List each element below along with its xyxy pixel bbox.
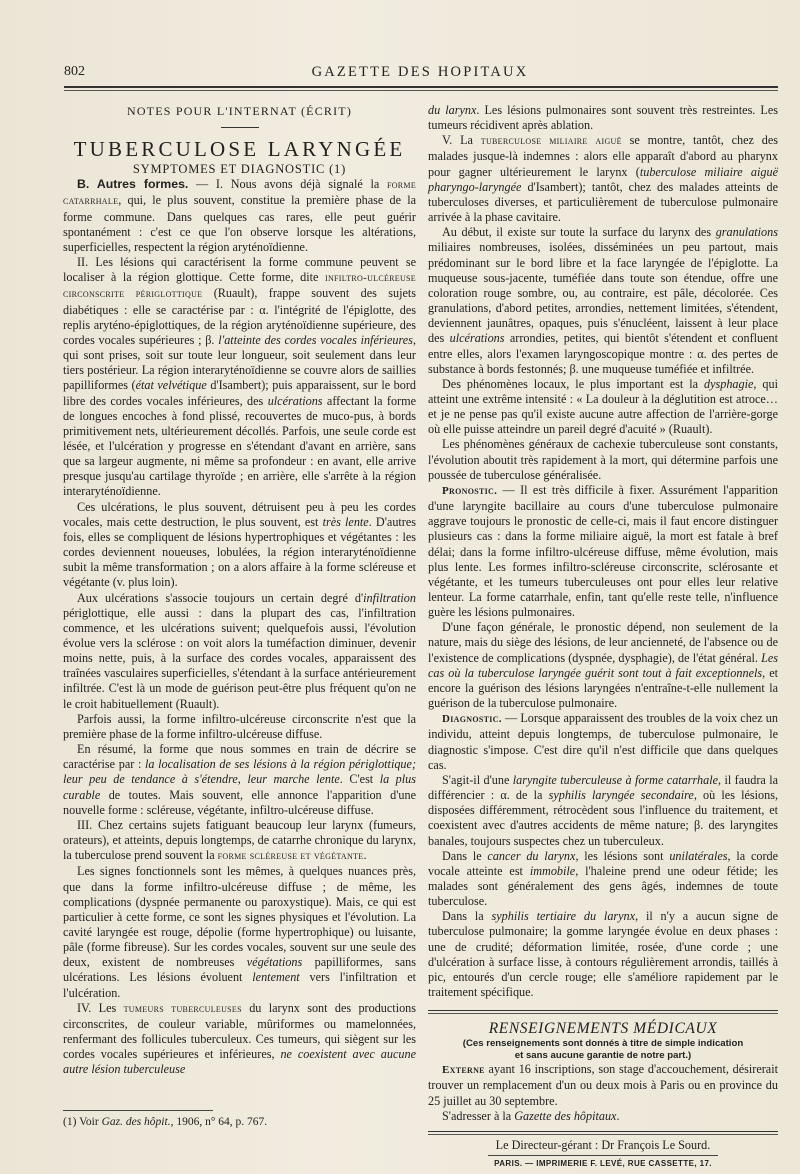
text: S'agit-il d'une	[442, 772, 513, 787]
notice-paragraph	[428, 1062, 778, 1108]
text: miliaires nombreuses, isolées, disséminées un peu partout, mais prédominant sur le bord libre et la face laryngée de l'épiglotte. La muqueuse sous-jacente, tuméfiée dans toute son étendue, offre une coloration rouge sombre, ou, au contraire, est pâle, décolorée. Ces granulations, d'abord petites, arrondies, nettement limitées, s'étendent, deviennent jaunâtres, opaques, puis s'énucléent, laissent à leur place des	[428, 240, 778, 346]
text: . D'autres fois, elles se compliquent de lésions hypertrophiques et végétantes : les cordes deviennent noueuses, lobulées, la région interaryténoïdienne subit la même transformation ; on a alors affaire à la forme scléreuse et végétante (v. plus loin).	[63, 514, 417, 590]
paragraph	[63, 864, 416, 1000]
left-column	[63, 104, 416, 1078]
text: Dans la	[442, 909, 492, 924]
text: de toutes. Mais souvent, elle annonce l'apparition d'une nouvelle forme : scléreuse, végétante, infiltro-ulcéreuse diffuse.	[63, 787, 416, 817]
text: . Les lésions pulmonaires sont souvent très restreintes. Les tumeurs récidivent après ablation.	[428, 103, 778, 133]
text-italic: très lente	[322, 514, 369, 529]
text: D'une façon générale, le pronostic dépend, non seulement de la nature, mais du siège des lésions, de leur ancienneté, de l'absence ou de l'existence de complications (dyspnée, dysphagie), de l'état général.	[428, 620, 778, 665]
paragraph	[428, 711, 778, 773]
paragraph	[428, 620, 778, 711]
text-smallcaps: forme scléreuse et végétante	[217, 850, 364, 863]
section-heading: NOTES POUR L'INTERNAT (ÉCRIT)	[126, 104, 353, 118]
text-smallcaps: infiltro-ulcéreuse circonscrite périglottique	[63, 272, 416, 301]
paragraph	[428, 133, 778, 225]
text: papilliformes, sans ulcérations. Les lésions évoluent	[63, 955, 416, 985]
paragraph	[428, 773, 778, 849]
text: , les lésions sont	[575, 848, 670, 863]
text: , où les lésions, disposées différemment, rétrocèdent sous l'influence du traitement, et coexistent avec d'autres accidents de même nature; β. des laryngites banales, toujours suspectes chez un tuberculeux.	[428, 788, 779, 848]
text: .	[616, 1108, 620, 1123]
text-italic: ulcérations	[449, 331, 505, 346]
text-italic: ulcérations	[267, 393, 323, 408]
text-italic: Gaz. des hôpit.	[101, 1116, 171, 1128]
text: périglottique, elle aussi : dans la plupart des cas, l'infiltration commence, et les ulcérations suivent; quelquefois aussi, l'évolution évolue vers la sclérose : on voit alors la tuméfaction diminuer, devenir moins nette, puis, à la surface des cordes vocales, apparaissent des traînées vasculaires superficielles, s'étendant à la surface antérieurement infiltrée. C'est là un mode de guérison peut-être plus fréquent qu'on ne le croit habituellement (Ruault).	[63, 605, 416, 711]
text-italic: Gazette des hôpitaux	[514, 1108, 617, 1123]
text-smallcaps: tumeurs tuberculeuses	[123, 1002, 242, 1015]
paragraph	[428, 225, 778, 377]
text-italic: la localisation de ses lésions à la région périglottique	[145, 757, 412, 772]
page-number: 802	[64, 64, 85, 79]
paragraph	[63, 177, 416, 255]
text-italic: l'atteinte des cordes vocales inférieures	[218, 332, 413, 347]
text: , la corde vocale atteinte est	[428, 848, 779, 878]
text-italic: granulations	[715, 225, 778, 240]
text-italic: la plus curable	[63, 772, 417, 802]
director-line: Le Directeur-gérant : Dr François Le Sourd.	[495, 1137, 711, 1152]
notices-disclaimer	[428, 1038, 778, 1062]
text: , qui sont prises, soit sur toute leur longueur, soit seulement dans leur tiers postérieur. La région interaryténoïdienne se couvre alors de saillies papilliformes (	[63, 332, 416, 393]
subheading: Diagnostic.	[442, 713, 502, 726]
text: , l'haleine prend une odeur fétide; les malades sont généralement des gens âgés, indemnes de toute tuberculose.	[428, 863, 778, 909]
text: Les signes fonctionnels sont les mêmes, à quelques nuances près, que dans la forme infiltro-ulcéreuse diffuse ; de même, les complications (dyspnée permanente ou paroxystique). Mais, ce qui est particulier à cette forme, ce sont les signes physiques et l'évolution. La cavité laryngée est rouge, dépolie (forme hypertrophique) ou luisante, pâle (forme fibreuse). Sur les cordes vocales, souvent sur une seule des deux, existent de nombreuses	[63, 864, 416, 970]
paragraph	[428, 909, 778, 1000]
paragraph	[428, 103, 778, 133]
text: II. Les lésions qui caractérisent la forme commune peuvent se localiser à la région glottique. Cette forme, dite	[63, 255, 416, 285]
section-rule-thin	[428, 1013, 778, 1014]
text: V. La	[442, 133, 481, 148]
text: Aux ulcérations s'associe toujours un certain degré d'	[77, 590, 364, 605]
paragraph	[63, 591, 416, 712]
text-smallcaps: tuberculose miliaire aiguë	[480, 135, 622, 148]
text: — I. Nous avons déjà signalé la	[188, 177, 387, 192]
printer-line: PARIS. — IMPRIMERIE F. LEVÉ, RUE CASSETTE, 17.	[494, 1159, 712, 1168]
text: (Ruault), frappe souvent des sujets diabétiques : elle se caractérise par : α. l'intégrité de l'épiglotte, des replis aryténo-épiglottiques, de la région aryténoïdienne supérieure, des cordes vocales supérieures ; β.	[63, 286, 416, 347]
article-subtitle: SYMPTOMES ET DIAGNOSTIC (1)	[132, 162, 347, 177]
paragraph: Parfois aussi, la forme infiltro-ulcéreuse circonscrite n'est que la première phase de la forme infiltro-ulcéreuse diffuse.	[63, 711, 416, 741]
text: se montre, tantôt, chez des malades jusque-là indemnes : alors elle apparaît d'abord au pharynx pour gagner ultérieurement le larynx (	[428, 133, 778, 179]
text: Dans le	[442, 848, 488, 863]
text-italic: infiltration	[363, 590, 416, 605]
text-italic: syphilis tertiaire du larynx	[491, 909, 636, 924]
footnote-rule	[63, 1110, 213, 1111]
header-rule	[64, 86, 778, 88]
notices-title: RENSEIGNEMENTS MÉDICAUX	[488, 1020, 718, 1038]
text-italic: végétations	[246, 955, 303, 970]
text: , qui atteint une extrême intensité : « La douleur à la déglutition est atroce… et je ne pense pas qu'il existe aucune autre affection de l'arrière-gorge où elle puisse atteindre un pareil degré d'acuité » (Ruault).	[428, 376, 778, 437]
text-italic: unilatérales	[669, 848, 728, 863]
text: En résumé, la forme que nous sommes en train de décrire se caractérise par :	[63, 742, 416, 772]
footnote	[63, 1116, 267, 1128]
text-italic: ;	[411, 757, 416, 772]
text: Ces ulcérations, le plus souvent, détruisent peu à peu les cordes vocales, mais cette destruction, le plus souvent, est	[63, 499, 416, 529]
subheading: Pronostic.	[442, 484, 498, 497]
text: . C'est	[339, 772, 380, 787]
text: du larynx sont des productions circonscrites, de couleur variable, mûriformes ou mamelonnées, renfermant des follicules tuberculeux. Ces tumeurs, qui siègent sur les cordes vocales supérieures et inférieures,	[63, 1000, 417, 1062]
text-smallcaps: Externe	[442, 1064, 485, 1077]
paragraph	[63, 500, 416, 591]
page-header	[64, 64, 776, 86]
paragraph: Les phénomènes généraux de cachexie tuberculeuse sont constants, l'évolution aboutit très rapidement à la mort, qui détermine parfois une poussée de tuberculose généralisée.	[428, 437, 778, 482]
article-title: TUBERCULOSE LARYNGÉE	[73, 137, 406, 162]
text-italic: cancer du larynx	[487, 848, 576, 863]
text: Au début, il existe sur toute la surface du larynx des	[442, 225, 716, 240]
text-italic: état velvétique	[135, 378, 207, 393]
text: , et encore la guérison des lésions laryngées n'entraîne-t-elle nullement la guérison de la tuberculose pulmonaire.	[428, 665, 778, 711]
text: ayant 16 inscriptions, son stage d'accouchement, désirerait trouver un remplacement d'un ou deux mois à Paris ou en province du 25 juillet au 30 septembre.	[428, 1062, 778, 1108]
paragraph	[63, 255, 416, 500]
text-italic: syphilis laryngée secondaire	[548, 788, 694, 803]
text-italic: lentement	[252, 970, 300, 985]
text: affectant la forme de longues encoches à fond plissé, recouvertes de muco-pus, à bords primitivement nets, ultérieurement décollés. Parfois, une seule corde est lésée, et l'ulcération y progresse en s'étendant d'avant en arrière, sans que sa largeur augmente, ni même sa profondeur : en avant, elle arrive presque jusqu'au cartilage thyroïde ; en arrière, elle s'arrête à la région interaryténoïdienne.	[63, 393, 416, 499]
text-italic: immobile	[529, 863, 576, 878]
footer-rule-thin	[428, 1134, 778, 1135]
subheading: B. Autres formes.	[77, 177, 189, 192]
text: — Lorsque apparaissent des troubles de la voix chez un individu, atteint depuis longtemps, de tuberculose pulmonaire, le diagnostic s'impose. C'est dire qu'il n'est difficile que dans quelques cas.	[428, 711, 778, 772]
text: arrondies, petites, qui bientôt s'étendent et confluent entre elles, alors l'examen laryngoscopique montre : α. des pertes de substance à bords festonnés; β. une muqueuse tuméfiée et infiltrée.	[428, 331, 779, 376]
text: , qui, le plus souvent, constitue la première phase de la forme commune. Dans quelques cas rares, elle peut guérir spontanément : c'est ce que l'on observe lorsque les altérations, superficielles, respectent la région aryténoïdienne.	[63, 193, 416, 254]
text-italic: leur peu de tendance à s'étendre	[63, 772, 238, 787]
text: d'Isambert); puis apparaissent, sur le bord libre des cordes vocales inférieures, des	[63, 378, 416, 408]
text: d'Isambert); tantôt, chez des malades atteints de tuberculoses diverses, et particulièrement de tuberculose pulmonaire arrivée à la phase cavitaire.	[428, 179, 778, 225]
right-column	[428, 103, 778, 1171]
section-rule	[428, 1010, 778, 1011]
text: ,	[237, 772, 248, 787]
text-italic: leur marche lente	[247, 772, 340, 787]
text: , 1906, n° 64, p. 767.	[170, 1116, 268, 1128]
text-italic: du larynx	[428, 103, 477, 117]
text: vers l'infiltration et l'ulcération.	[63, 970, 417, 1000]
text: — Il est très difficile à fixer. Assurément l'apparition d'une laryngite bacillaire au cours d'une tuberculose pulmonaire aggrave toujours le pronostic de celle-ci, mais il faut encore distinguer plusieurs cas : dans la forme miliaire aiguë, la mort est fatale à bref délai; dans la forme infiltro-ulcéreuse diffuse, même évolution, mais plus lente. Les formes infiltro-scléreuse circonscrite, sclérosante et végétante, et les tumeurs tuberculeuses ont pour elles leur relative lenteur. La forme catarrhale, enfin, tant qu'elle reste telle, n'influence guère les lésions pulmonaires.	[428, 482, 778, 620]
title-divider	[221, 127, 259, 128]
journal-title: GAZETTE DES HOPITAUX	[311, 64, 529, 80]
text: IV. Les	[77, 1000, 124, 1015]
paragraph	[428, 483, 778, 620]
text: Des phénomènes locaux, le plus important est la	[442, 376, 704, 391]
text: (Ces renseignements sont donnés à titre de simple indication	[462, 1038, 744, 1050]
text: III. Chez certains sujets fatiguant beaucoup leur larynx (fumeurs, orateurs), et atteints, depuis longtemps, de catarrhe chronique du larynx, la tuberculose prend souvent la	[63, 817, 416, 863]
text-italic: dysphagie	[703, 376, 754, 391]
paragraph	[428, 849, 778, 910]
text-italic: laryngite tuberculeuse à forme catarrhale	[512, 772, 719, 787]
text: (1) Voir	[63, 1116, 102, 1128]
text: et sans aucune garantie de notre part.)	[514, 1050, 692, 1062]
paragraph	[63, 818, 416, 864]
text-italic: ne coexistent avec aucune autre lésion tuberculeuse	[63, 1047, 416, 1077]
paragraph	[63, 742, 416, 818]
notice-paragraph	[428, 1109, 778, 1124]
paragraph	[63, 1001, 416, 1078]
text-smallcaps: forme catarrhale	[63, 179, 417, 208]
text-italic: Les cas où la tuberculose laryngée guérit sont tout à fait exceptionnels	[428, 650, 778, 680]
paragraph	[428, 377, 778, 438]
footer-rule	[428, 1131, 778, 1132]
text: , il n'y a aucun signe de tuberculose pulmonaire; la gomme laryngée évolue en deux phases : une de crudité; déformation limitée, rosée, d'une corde ; une d'ulcération à surface lisse, à contours régulièrement arrondis, taillés à pic, entourés d'un cercle rouge; elle s'améliore rapidement par le traitement spécifique.	[428, 909, 778, 1000]
text: S'adresser à la	[442, 1108, 515, 1123]
header-rule-thin	[64, 90, 778, 91]
text-italic: tuberculose miliaire aiguë pharyngo-laryngée	[428, 164, 778, 194]
text: .	[363, 848, 367, 863]
text: , il faudra la différencier : α. de la	[428, 772, 779, 803]
